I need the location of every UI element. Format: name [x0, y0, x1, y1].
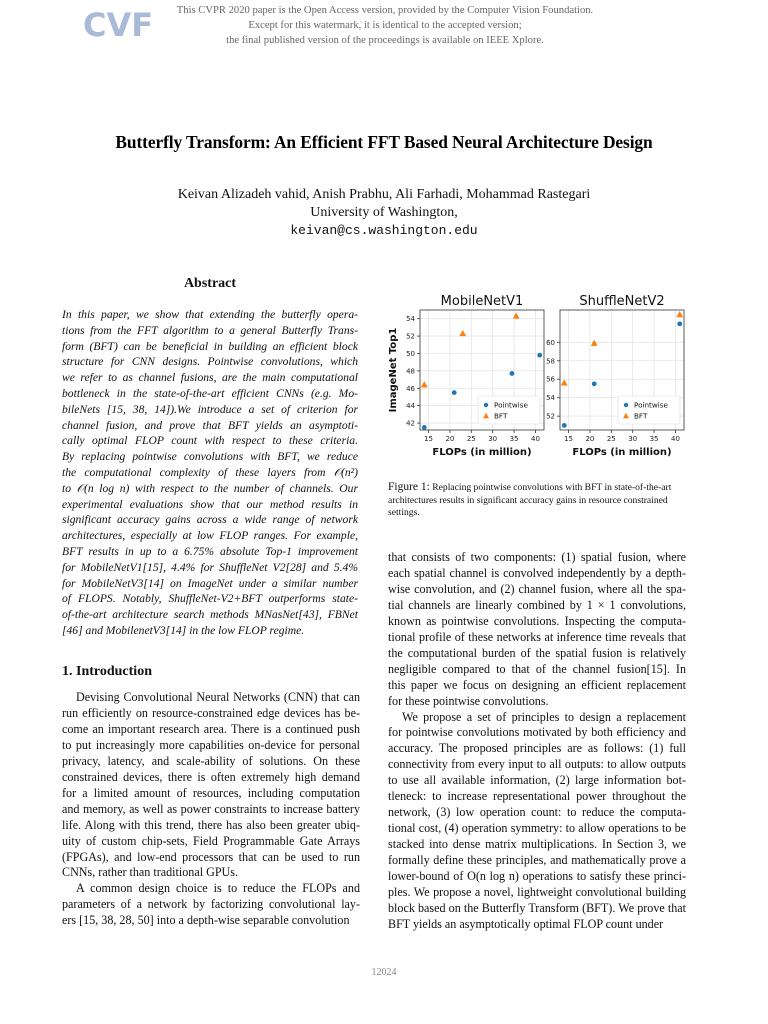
affiliation: University of Washington,	[310, 205, 458, 220]
text-line: A common design choice is to reduce the FLOPs and	[76, 881, 360, 896]
text-line: lower-bound of O(n log n) operations to satisfy these princi-	[388, 869, 686, 884]
data-point-pointwise	[452, 390, 457, 395]
text-line: bottleneck in the state-of-the-art efficient CNNs (e.g. Mo-	[62, 386, 358, 400]
cvf-logo-icon	[82, 4, 154, 44]
paragraph	[62, 690, 360, 881]
author-block	[60, 186, 708, 240]
x-tick-label: 40	[530, 435, 540, 443]
text-line: accuracy. The proposed principles are as follows: (1) full	[388, 741, 686, 756]
figure-caption	[388, 481, 688, 520]
data-point-bft	[421, 381, 428, 387]
section-heading-introduction: 1. Introduction	[62, 664, 152, 679]
author-names: Keivan Alizadeh vahid, Anish Prabhu, Ali Farhadi, Mohammad Rastegari	[177, 187, 591, 202]
text-line: BFT results in up to a 6.75% absolute Top-1 improvement	[62, 544, 358, 558]
chart-title: ShuffleNetV2	[579, 294, 665, 309]
text-line: (FPGAs), and low-end processors that can be used to run	[62, 849, 360, 864]
text-line: for a limited amount of resources, including computation	[62, 785, 360, 800]
legend-marker	[484, 403, 488, 407]
y-tick-label: 48	[406, 367, 415, 376]
text-line: tial channels are linearly combined by 1 × 1 convolutions,	[388, 597, 686, 612]
watermark-line: the final published version of the proceedings is available on IEEE Xplore.	[226, 35, 544, 46]
text-line: to use all available information, (2) large information bot-	[388, 773, 686, 788]
x-tick-label: 15	[564, 435, 574, 443]
text-line: tional cost, (4) operation symmetry: to allow operations to be	[388, 821, 686, 836]
page-number: 12024	[371, 967, 397, 978]
y-tick-label: 42	[406, 419, 415, 428]
text-line: negligible compared to that of the channel fusion[15]. In	[388, 661, 686, 676]
text-line: formally define these principles, and mathematically prove a	[388, 853, 686, 868]
cvf-logo	[82, 4, 154, 47]
text-line: tional profile of these networks at inference time reveals that	[388, 629, 686, 644]
text-line: tions from the FFT algorithm to a general Butterfly Trans-	[62, 323, 358, 337]
text-line: for these pointwise convolutions.	[388, 693, 549, 708]
y-tick-label: 56	[546, 375, 555, 384]
figure-1-chart	[380, 286, 692, 464]
x-tick-label: 30	[628, 435, 638, 443]
data-point-bft	[561, 379, 568, 385]
legend-label: Pointwise	[494, 400, 528, 410]
text-line: the computational burden of the spatial fusion is relatively	[388, 645, 686, 660]
text-line: come an important research area. There is a continued push	[62, 721, 360, 736]
y-tick-label: 54	[406, 315, 415, 324]
text-line: BFT yields an asymptotically optimal FLOP count under	[388, 916, 664, 931]
introduction-body	[62, 690, 360, 929]
x-tick-label: 40	[670, 435, 680, 443]
text-line: Devising Convolutional Neural Networks (CNN) that can	[76, 690, 360, 704]
figure-label: Figure 1:	[388, 481, 430, 493]
y-tick-label: 58	[546, 357, 555, 366]
data-point-pointwise	[562, 423, 567, 428]
right-column-body	[388, 550, 686, 933]
y-tick-label: 52	[406, 332, 415, 341]
text-line: tleneck: to increase representational power throughout the	[388, 789, 686, 804]
y-tick-label: 50	[406, 349, 415, 358]
paper-title: Butterfly Transform: An Efficient FFT Based Neural Architecture Design	[115, 132, 653, 152]
text-line: wise convolution, and (2) channel fusion, where all the spa-	[388, 581, 686, 596]
text-line: cally optimal FLOP count with respect to these criteria.	[62, 434, 358, 448]
legend-marker	[624, 403, 628, 407]
text-line: structure for CNN designs. Pointwise convolutions, which	[62, 355, 358, 369]
data-point-bft	[676, 311, 683, 317]
text-line: CNNs, rather than traditional GPUs.	[62, 865, 239, 880]
abstract-heading: Abstract	[183, 276, 237, 291]
text-line: for MobileNetV3[14] on ImageNet under a similar number	[62, 576, 358, 590]
y-tick-label: 46	[406, 384, 415, 393]
legend-label: BFT	[494, 411, 508, 421]
text-line: each spatial channel is convolved independently by a depth-	[388, 565, 686, 580]
text-line: and memory, as well as power constraints to increase battery	[62, 801, 360, 816]
text-line: privacy, latency, and scale-ability of solutions. On these	[62, 753, 360, 768]
x-tick-label: 25	[466, 435, 476, 443]
data-point-pointwise	[537, 353, 542, 358]
text-line: of FLOPS. Notably, ShuffleNet-V2+BFT outperforms state-	[62, 592, 358, 606]
text-line: uity of custom chip-sets, Field Programmable Gate Arrays	[62, 833, 360, 848]
legend-label: Pointwise	[634, 400, 668, 410]
text-line: significant accuracy gains across a wide range of network	[62, 513, 358, 527]
text-line: ples. We propose a novel, lightweight convolutional building	[388, 885, 686, 900]
text-line: parameters of a network by factorizing convolutional lay-	[62, 897, 360, 912]
x-tick-label: 30	[488, 435, 498, 443]
text-line: [46] and MobilenetV3[14] in the low FLOP regime.	[62, 623, 305, 637]
x-tick-label: 35	[509, 435, 519, 443]
text-line: stacked into dense matrix multiplications. In Section 3, we	[388, 837, 686, 852]
x-tick-label: 20	[445, 435, 455, 443]
text-line: block based on the Butterfly Transform (BFT). We prove that	[388, 900, 686, 915]
open-access-watermark	[160, 3, 610, 48]
text-line: of-the-art architecture search methods MNasNet[43], FBNet	[62, 608, 358, 622]
text-line: architectures, especially at low FLOP ranges. For example,	[62, 529, 358, 543]
text-line: We propose a set of principles to design a replacement	[402, 709, 686, 724]
text-line: connectivity from every input to all outputs: to allow outputs	[388, 757, 686, 772]
text-line: run efficiently on resource-constrained edge devices has be-	[62, 705, 360, 720]
text-line: to put increasingly more capabilities on-device for personal	[62, 737, 360, 752]
x-tick-label: 25	[606, 435, 616, 443]
data-point-pointwise	[592, 381, 597, 386]
data-point-pointwise	[677, 321, 682, 326]
x-axis-label: FLOPs (in million)	[432, 447, 532, 458]
text-line: By replacing pointwise convolutions with BFT, we reduce	[62, 450, 358, 464]
text-line: ers [15, 38, 28, 50] into a depth-wise separable convolution	[62, 913, 350, 928]
text-line: experimental evaluations show that our method results in	[62, 497, 358, 511]
text-line: we refer to as channel fusions, are the main computational	[62, 371, 358, 385]
data-point-bft	[459, 330, 466, 336]
text-line: In this paper, we show that extending the butterfly opera-	[62, 308, 358, 321]
y-tick-label: 52	[546, 412, 555, 421]
abstract-body	[62, 307, 358, 639]
paragraph	[388, 710, 686, 933]
y-tick-label: 60	[546, 338, 555, 347]
text-line: that consists of two components: (1) spatial fusion, where	[388, 550, 686, 564]
text-line: for pointwise convolutions motivated by both efficiency and	[388, 725, 686, 740]
watermark-line: Except for this watermark, it is identical to the accepted version;	[248, 20, 522, 31]
data-point-pointwise	[510, 371, 515, 376]
text-line: constrained devices, there is often extremely high demand	[62, 769, 360, 784]
data-point-bft	[591, 340, 598, 346]
data-point-pointwise	[422, 425, 427, 430]
y-tick-label: 54	[546, 394, 555, 403]
text-line: for MobileNetV1[15], 4.4% for ShuffleNet V2[28] and 5.4%	[62, 560, 358, 574]
text-line: bileNets [15, 38, 14]).We introduce a set of criterion for	[62, 402, 358, 416]
text-line: form (BFT) can be beneficial in building an efficient block	[62, 339, 358, 353]
figure-caption-text: Replacing pointwise convolutions with BFT in state-of-the-art architectures results in significant accuracy gains in resource constrained settings.	[388, 482, 672, 519]
author-email: keivan@cs.washington.edu	[290, 223, 478, 238]
x-tick-label: 15	[424, 435, 434, 443]
x-axis-label: FLOPs (in million)	[572, 447, 672, 458]
text-line: channel fusion, and prove that BFT yields an asymptoti-	[62, 418, 358, 432]
watermark-line: This CVPR 2020 paper is the Open Access version, provided by the Computer Vision Foundation.	[176, 5, 594, 16]
text-line: life. Along with this trend, there has also been greater ubiq-	[62, 817, 360, 832]
text-line: this paper we focus on designing an efficient replacement	[388, 677, 686, 692]
paragraph	[62, 881, 360, 929]
text-line: the computational complexity of these layers from 𝒪(n²)	[62, 465, 358, 479]
text-line: network, (3) low operation count: to reduce the computa-	[388, 805, 686, 820]
paragraph	[388, 550, 686, 710]
cvf-logo-text: CVF	[83, 6, 154, 44]
y-tick-label: 44	[406, 402, 415, 411]
x-tick-label: 35	[649, 435, 659, 443]
text-line: known as pointwise convolutions. Inspecting the computa-	[388, 613, 686, 628]
y-axis-label: ImageNet Top1	[388, 327, 399, 413]
text-line: to 𝒪(n log n) with respect to the number of channels. Our	[62, 481, 358, 495]
x-tick-label: 20	[585, 435, 595, 443]
legend-label: BFT	[634, 411, 648, 421]
chart-title: MobileNetV1	[440, 294, 524, 309]
